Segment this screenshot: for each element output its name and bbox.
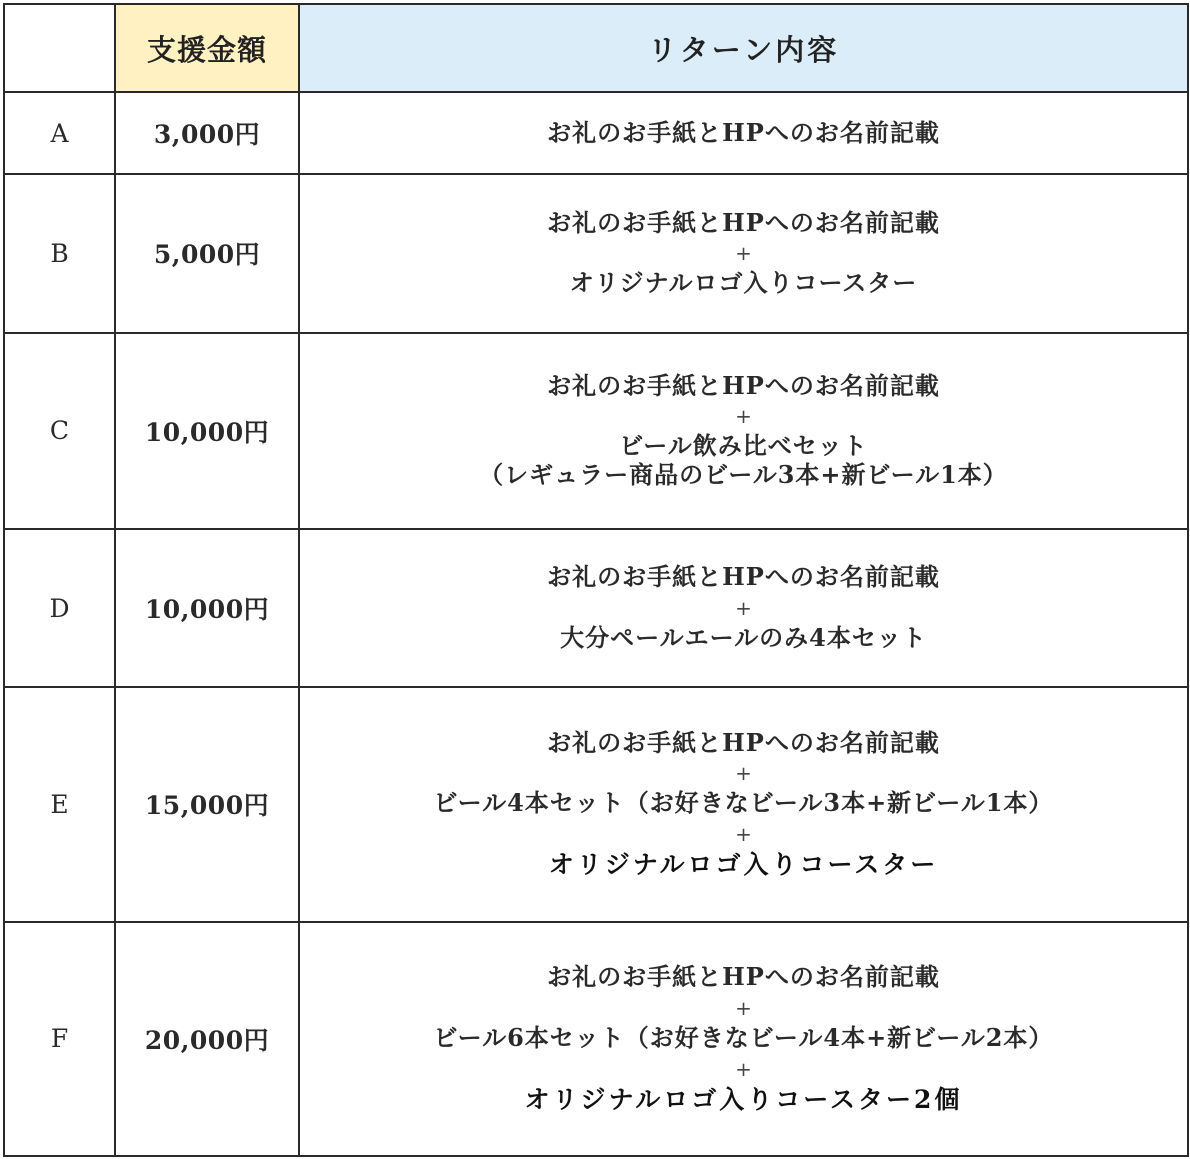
tier-return-cell	[299, 92, 1188, 174]
tier-id-cell: C	[4, 333, 115, 529]
tier-return-cell	[299, 529, 1188, 687]
plus-separator: +	[735, 241, 752, 266]
table-row	[4, 174, 1188, 332]
return-line-emphasis: オリジナルロゴ入りコースター	[548, 850, 939, 880]
header-blank-cell	[4, 4, 115, 92]
tier-id-cell: A	[4, 92, 115, 174]
tier-amount-cell: 5,000円	[115, 174, 299, 332]
return-line-emphasis: オリジナルロゴ入りコースター2個	[524, 1084, 963, 1114]
header-return-cell: リターン内容	[299, 4, 1188, 92]
return-tier-table	[3, 3, 1189, 1157]
tier-return-cell	[299, 922, 1188, 1156]
tier-id-cell: B	[4, 174, 115, 332]
tier-amount-cell: 20,000円	[115, 922, 299, 1156]
return-line: お礼のお手紙とHPへのお名前記載	[547, 961, 940, 991]
tier-id-cell: E	[4, 687, 115, 921]
tier-amount-cell: 10,000円	[115, 529, 299, 687]
plus-separator: +	[735, 995, 752, 1020]
table-row	[4, 92, 1188, 174]
return-line: お礼のお手紙とHPへのお名前記載	[547, 727, 940, 757]
return-line: ビール6本セット（お好きなビール4本+新ビール2本）	[433, 1022, 1054, 1052]
tier-amount-cell: 10,000円	[115, 333, 299, 529]
table-row	[4, 922, 1188, 1156]
table-row	[4, 529, 1188, 687]
plus-separator: +	[735, 404, 752, 429]
return-line: お礼のお手紙とHPへのお名前記載	[547, 370, 940, 400]
tier-amount-cell: 3,000円	[115, 92, 299, 174]
plus-separator: +	[735, 1056, 752, 1081]
tier-return-cell	[299, 333, 1188, 529]
plus-separator: +	[735, 761, 752, 786]
return-line: ビール飲み比べセット	[619, 431, 868, 461]
tier-return-cell	[299, 687, 1188, 921]
return-line: ビール4本セット（お好きなビール3本+新ビール1本）	[433, 788, 1054, 818]
header-amount-cell: 支援金額	[115, 4, 299, 92]
plus-separator: +	[735, 822, 752, 847]
tier-amount-cell: 15,000円	[115, 687, 299, 921]
table-header-row	[4, 4, 1188, 92]
return-line: お礼のお手紙とHPへのお名前記載	[547, 207, 940, 237]
table-row	[4, 333, 1188, 529]
return-line: お礼のお手紙とHPへのお名前記載	[547, 117, 940, 147]
return-line: オリジナルロゴ入りコースター	[569, 268, 918, 298]
return-line: 大分ペールエールのみ4本セット	[560, 623, 927, 652]
return-line: お礼のお手紙とHPへのお名前記載	[547, 562, 940, 592]
table-row	[4, 687, 1188, 921]
tier-id-cell: D	[4, 529, 115, 687]
tier-return-cell	[299, 174, 1188, 332]
plus-separator: +	[735, 596, 752, 620]
return-line: （レギュラー商品のビール3本+新ビール1本）	[479, 460, 1008, 490]
tier-id-cell: F	[4, 922, 115, 1156]
